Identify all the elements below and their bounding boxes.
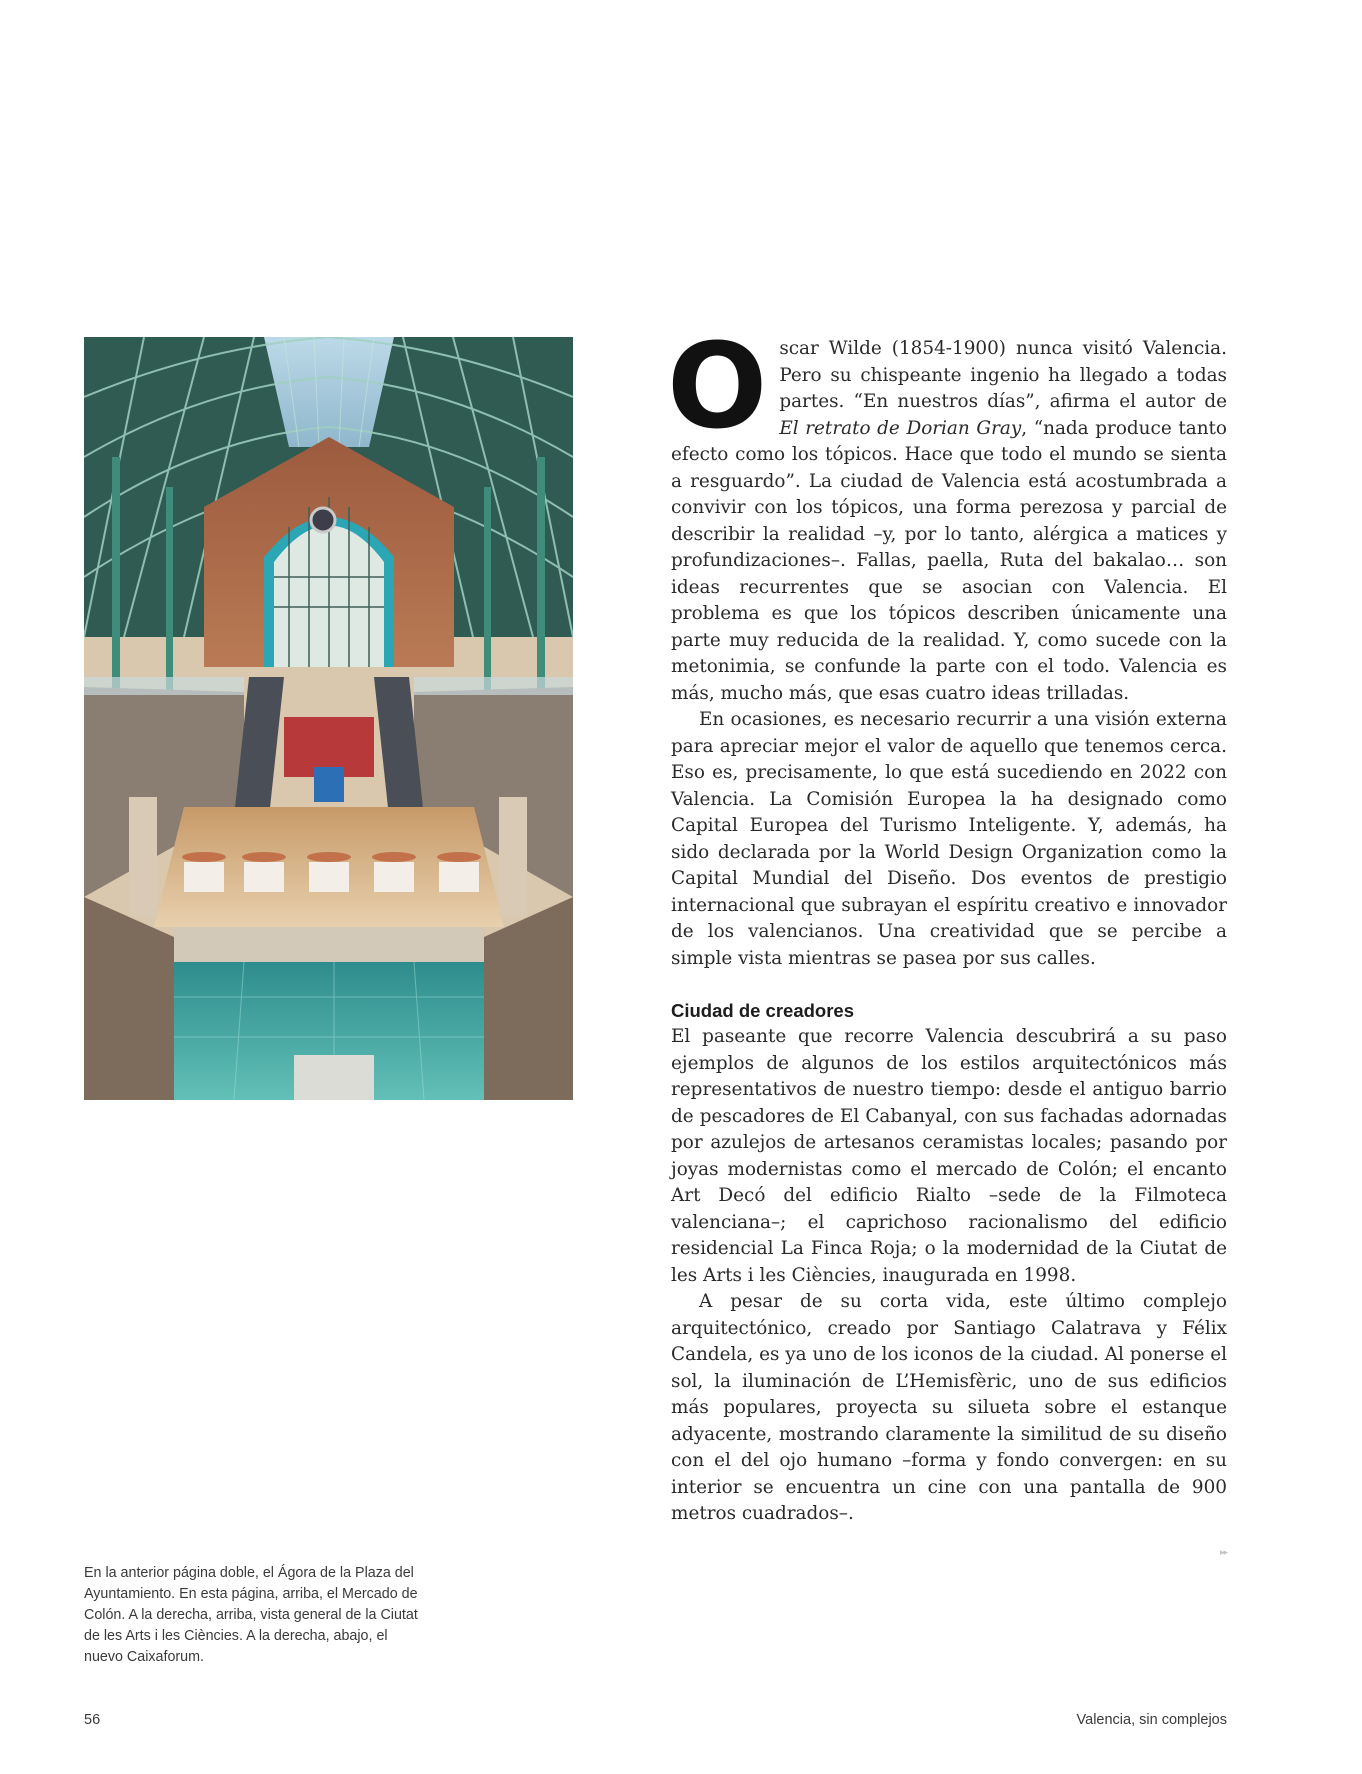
- section-subhead: Ciudad de creadores: [671, 1000, 855, 1021]
- drop-cap: O: [667, 317, 768, 455]
- paragraph-1: [667, 317, 1227, 707]
- continue-arrows-icon: ▸▸: [1219, 1547, 1227, 1558]
- article-body: [667, 317, 1227, 1566]
- page-number: 56: [84, 1712, 101, 1728]
- paragraph-2: En ocasiones, es necesario recurrir a una visión externa para apreciar mejor el valor de aquello que tenemos cerca. Eso es, precisamente, lo que está sucediendo en 2022 con Valencia. La Comisión Europea la ha designado como Capital Europea del Turismo Inteligente. Y, además, ha sido declarada por la World Design Organization como la Capital Mundial del Diseño. Dos eventos de prestigio internacional que subrayan el espíritu creativo e innovador de los valencianos. Una creatividad que se percibe a simple vista mientras se pasea por sus calles.: [671, 709, 1227, 969]
- paragraph-1-part-b: , “nada produce tanto efecto como los tópicos. Hace que todo el mundo se sienta a resguardo”. La ciudad de Valencia está acostumbrada a convivir con los tópicos, una forma perezosa y parcial de describir la realidad –y, por lo tanto, alérgica a matices y profundizaciones–. Fallas, paella, Ruta del bakalao… son ideas recurrentes que se asocian con Valencia. El problema es que los tópicos describen únicamente una parte muy reducida de la realidad. Y, como sucede con la metonimia, se confunde la parte con el todo. Valencia es más, mucho más, que esas cuatro ideas trilladas.: [671, 417, 1227, 704]
- mercado-colon-photo: [84, 337, 573, 1100]
- photo-caption: En la anterior página doble, el Ágora de la Plaza del Ayuntamiento. En esta página, arriba, el Mercado de Colón. A la derecha, arriba, vista general de la Ciutat de les Arts i les Ciències. A la derecha, abajo, el nuevo Caixaforum.: [84, 1565, 418, 1665]
- paragraph-1-part-a: scar Wilde (1854-1900) nunca visitó Valencia. Pero su chispeante ingenio ha llegado a todas partes. “En nuestros días”, afirma el autor de: [779, 338, 1227, 412]
- running-title: Valencia, sin complejos: [1076, 1712, 1227, 1728]
- mercado-interior-illustration: [84, 337, 573, 1100]
- paragraph-4: A pesar de su corta vida, este último complejo arquitectónico, creado por Santiago Calatrava y Félix Candela, es ya uno de los iconos de la ciudad. Al ponerse el sol, la iluminación de L’Hemisfèric, uno de sus edificios más populares, proyecta su silueta sobre el estanque adyacente, mostrando claramente la similitud de su diseño con el del ojo humano –forma y fondo convergen: en su interior se encuentra un cine con una pantalla de 900 metros cuadrados–.: [671, 1291, 1227, 1524]
- paragraph-3: El paseante que recorre Valencia descubrirá a su paso ejemplos de algunos de los estilos arquitectónicos más representativos de nuestro tiempo: desde el antiguo barrio de pescadores de El Cabanyal, con sus fachadas adornadas por azulejos de artesanos ceramistas locales; pasando por joyas modernistas como el mercado de Colón; el encanto Art Decó del edificio Rialto –sede de la Filmoteca valenciana–; el caprichoso racionalismo del edificio residencial La Finca Roja; o la modernidad de la Ciutat de les Arts i les Ciències, inaugurada en 1998.: [671, 1026, 1227, 1286]
- book-title: El retrato de Dorian Gray: [779, 417, 1022, 439]
